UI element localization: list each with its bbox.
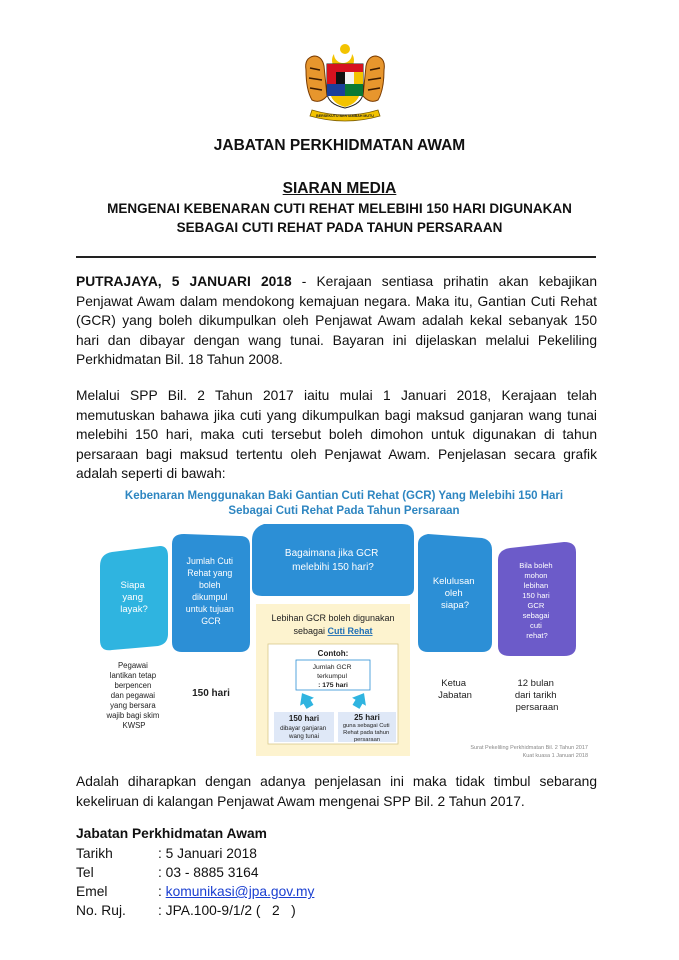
col5-question-1: Bila boleh xyxy=(519,561,553,570)
date-value: : 5 Januari 2018 xyxy=(158,846,257,861)
col5-answer-3: persaraan xyxy=(515,702,559,713)
dateline: PUTRAJAYA, 5 JANUARI 2018 xyxy=(76,274,292,289)
center-box-highlight: Cuti Rehat xyxy=(327,626,373,636)
col5-question-2: mohon xyxy=(524,571,548,580)
col1-answer-3: berpencen xyxy=(114,681,152,690)
example-total-1: Jumlah GCR xyxy=(312,664,352,671)
col5-question-7: cuti xyxy=(530,621,542,630)
ref-label: No. Ruj. xyxy=(76,903,126,918)
svg-text:Siapa yang layak? xyxy=(120,580,147,615)
col1-answer-7: KWSP xyxy=(122,721,146,730)
shape-center xyxy=(252,524,414,596)
col2-question-3: boleh xyxy=(199,580,221,590)
col2-question-5: untuk tujuan xyxy=(185,604,234,614)
paragraph-3: Adalah diharapkan dengan adanya penjelasan ini maka tidak timbul sebarang kekeliruan di kalangan Penjawat Awam mengenai SPP Bil. 2 Tahun 2017. xyxy=(76,774,597,809)
svg-text:12 bulan dari tarikh p xyxy=(515,678,559,713)
signature-row-email xyxy=(76,882,314,901)
crest-motto: BERSEKUTU BERTAMBAH MUTU xyxy=(316,114,374,118)
center-question-2: melebihi 150 hari? xyxy=(292,562,374,573)
media-subtitle-line1: MENGENAI KEBENARAN CUTI REHAT MELEBIHI 150 HARI DIGUNAKAN xyxy=(107,201,572,216)
paragraph-1-text: - Kerajaan sentiasa prihatin akan kebajikan Penjawat Awam dalam mendokong kemajuan negara. Maka itu, Gantian Cuti Rehat (GCR) yang boleh dikumpulkan oleh Penjawat Awam adalah kekal sebanyak 150 hari dan dibayar dengan wang tunai. Bayaran ini dijelaskan melalui Pekeliling Perkhidmatan Bil. 18 Tahun 2008. xyxy=(76,274,597,367)
col4-question-2: oleh xyxy=(444,588,463,599)
source-note-2: Kuat kuasa 1 Januari 2018 xyxy=(522,753,588,759)
tel-label: Tel xyxy=(76,865,94,880)
col5-question-6: sebagai xyxy=(522,611,550,620)
col4-answer-1: Ketua xyxy=(441,678,467,689)
example-label: Contoh: xyxy=(317,649,349,658)
date-label: Tarikh xyxy=(76,846,113,861)
svg-text:Pegawai lantikan tetap xyxy=(105,661,161,730)
ref-value: : JPA.100-9/1/2 ( 2 ) xyxy=(158,903,296,918)
col2-question-2: Rehat yang xyxy=(187,568,233,578)
email-prefix: : xyxy=(158,884,166,899)
malaysia-coat-of-arms-icon xyxy=(300,40,390,125)
col4-question-3: siapa? xyxy=(441,600,469,611)
col4-answer-2: Jabatan xyxy=(438,690,472,701)
col1-answer-6: wajib bagi skim xyxy=(106,711,160,720)
signature-row-tel xyxy=(76,863,314,882)
email-link[interactable]: komunikasi@jpa.gov.my xyxy=(165,884,315,899)
media-release-title: SIARAN MEDIA xyxy=(282,180,397,197)
department-title: JABATAN PERKHIDMATAN AWAM xyxy=(213,137,466,154)
col2-question-6: GCR xyxy=(201,616,221,626)
svg-text:sebagai Cuti Rehat xyxy=(293,626,372,636)
col1-answer-2: lantikan tetap xyxy=(109,671,157,680)
col5-question-4: 150 hari xyxy=(522,591,550,600)
col2-question-1: Jumlah Cuti xyxy=(186,556,233,566)
col5-question-3: lebihan xyxy=(523,581,549,590)
example-left-text-1: dibayar ganjaran xyxy=(280,725,327,732)
center-question-1: Bagaimana jika GCR xyxy=(284,548,379,559)
infographic-title-line1: Kebenaran Menggunakan Baki Gantian Cuti Rehat (GCR) Yang Melebihi 150 Hari xyxy=(124,490,564,502)
paragraph-1 xyxy=(76,272,597,370)
tel-value: : 03 - 8885 3164 xyxy=(158,865,259,880)
col2-answer: 150 hari xyxy=(192,688,230,699)
example-right-text-1: guna sebagai Cuti xyxy=(342,723,390,729)
col1-answer-1: Pegawai xyxy=(117,661,148,670)
example-left-bold: 150 hari xyxy=(288,714,320,723)
col4-question-1: Kelulusan xyxy=(432,576,475,587)
signature-row-date xyxy=(76,844,314,863)
signature-block xyxy=(76,826,314,920)
col1-answer-4: dan pegawai xyxy=(110,691,156,700)
svg-text:Jumlah GCR terkumpul : xyxy=(313,664,354,689)
example-left-text-2: wang tunai xyxy=(289,733,319,740)
col1-question-1: Siapa xyxy=(120,580,145,591)
col1-question-3: layak? xyxy=(120,604,148,615)
col2-question-4: dikumpul xyxy=(192,592,228,602)
example-total-value: : 175 hari xyxy=(318,682,348,689)
infographic xyxy=(92,484,596,762)
svg-text:Ketua Jabatan xyxy=(438,678,472,701)
email-label: Emel xyxy=(76,884,108,899)
col5-question-5: GCR xyxy=(527,601,545,610)
col5-answer-2: dari tarikh xyxy=(514,690,557,701)
example-right-text-2: Rehat pada tahun xyxy=(343,730,390,736)
col1-answer-5: yang bersara xyxy=(110,701,156,710)
divider-line xyxy=(76,256,596,258)
col1-question-2: yang xyxy=(122,592,143,603)
example-right-bold: 25 hari xyxy=(354,713,380,722)
center-box-prefix: sebagai xyxy=(293,626,328,636)
example-right-text-3: persaraan xyxy=(353,737,381,743)
col5-question-8: rehat? xyxy=(526,631,548,640)
signature-org: Jabatan Perkhidmatan Awam xyxy=(76,826,267,841)
center-box-title: Lebihan GCR boleh digunakan xyxy=(271,613,395,623)
signature-row-ref xyxy=(76,901,314,920)
infographic-title-line2: Sebagai Cuti Rehat Pada Tahun Persaraan xyxy=(228,505,460,517)
col5-answer-1: 12 bulan xyxy=(517,678,554,689)
media-subtitle-line2: SEBAGAI CUTI REHAT PADA TAHUN PERSARAAN xyxy=(176,220,503,235)
example-total-2: terkumpul xyxy=(317,673,347,680)
source-note-1: Surat Pekeliling Perkhidmatan Bil. 2 Tahun 2017 xyxy=(470,745,588,751)
paragraph-2: Melalui SPP Bil. 2 Tahun 2017 iaitu mulai 1 Januari 2018, Kerajaan telah memutuskan bahawa jika cuti yang dikumpulkan bagi maksud ganjaran wang tunai melebihi 150 hari, maka cuti tersebut boleh dimohon untuk digunakan di tahun persaraan bagi maksud tertentu oleh Penjawat Awam. Penjelasan secara grafik adalah seperti di bawah: xyxy=(76,388,597,481)
